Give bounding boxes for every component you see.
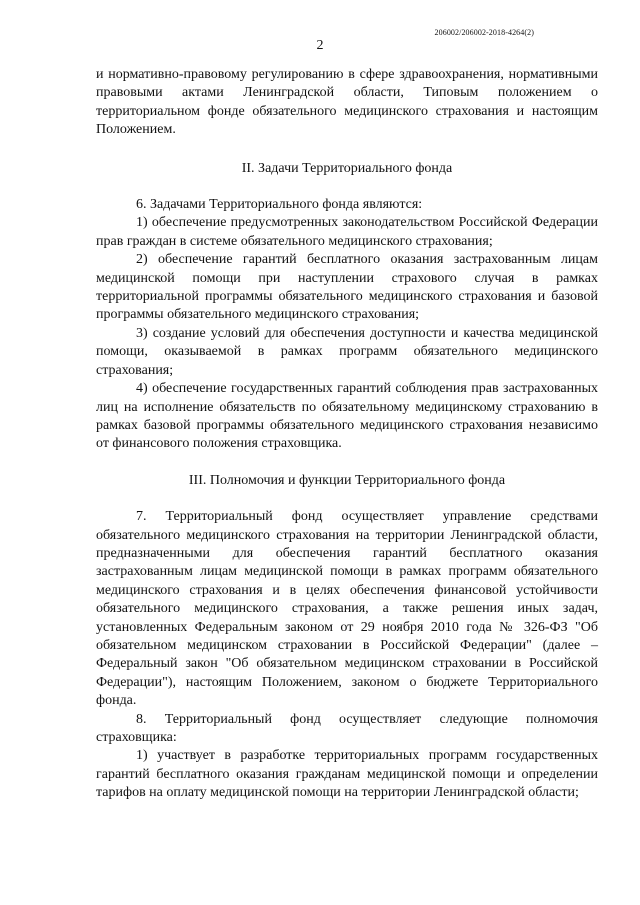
paragraph-6-item-3: 3) создание условий для обеспечения доступности и качества медицинской помощи, оказываемой в рамках программ обязательного медицинского страхования;	[96, 325, 598, 378]
paragraph-7: 7. Территориальный фонд осуществляет управление средствами обязательного медицинского страхования на территории Ленинградской области, предназначенными для обеспечения гарантий бесплатного оказания застрахованным лицам медицинской помощи в рамках программ обязательного медицинского страхования и в целях обеспечения финансовой устойчивости обязательного медицинского страхования, а также решения иных задач, установленных Федеральным законом от 29 ноября 2010 года № 326-ФЗ "Об обязательном медицинском страховании в Российской Федерации" (далее – Федеральный закон "Об обязательном медицинском страховании в Российской Федерации"), настоящим Положением, законом о бюджете Территориального фонда.	[96, 509, 598, 709]
page-number: 2	[316, 38, 324, 53]
paragraph-6: 6. Задачами Территориального фонда являются:	[136, 197, 423, 213]
document-registration-number: 206002/206002-2018-4264(2)	[434, 28, 534, 37]
paragraph-8: 8. Территориальный фонд осуществляет следующие полномочия страховщика:	[96, 711, 598, 745]
paragraph-6-item-1: 1) обеспечение предусмотренных законодательством Российской Федерации прав граждан в системе обязательного медицинского страхования;	[96, 215, 598, 249]
section-2-heading: II. Задачи Территориального фонда	[241, 160, 453, 176]
section-3-heading: III. Полномочия и функции Территориального фонда	[188, 472, 506, 488]
intro-paragraph: и нормативно-правовому регулированию в сфере здравоохранения, нормативными правовыми актами Ленинградской области, Типовым положением о территориальном фонде обязательного медицинского страхования и настоящим Положением.	[96, 67, 598, 138]
paragraph-6-item-4: 4) обеспечение государственных гарантий соблюдения прав застрахованных лиц на исполнение обязательств по обязательному медицинскому страхованию в рамках базовой программы обязательного медицинского страхования независимо от финансового положения страховщика.	[96, 381, 598, 452]
document-body	[96, 66, 598, 803]
paragraph-6-item-2: 2) обеспечение гарантий бесплатного оказания застрахованным лицам медицинской помощи при наступлении страхового случая в рамках территориальной программы обязательного медицинского страхования и базовой программы обязательного медицинского страхования;	[96, 252, 598, 323]
paragraph-8-item-1: 1) участвует в разработке территориальных программ государственных гарантий бесплатного оказания гражданам медицинской помощи и определении тарифов на оплату медицинской помощи на территории Ленинградской области;	[96, 748, 598, 801]
